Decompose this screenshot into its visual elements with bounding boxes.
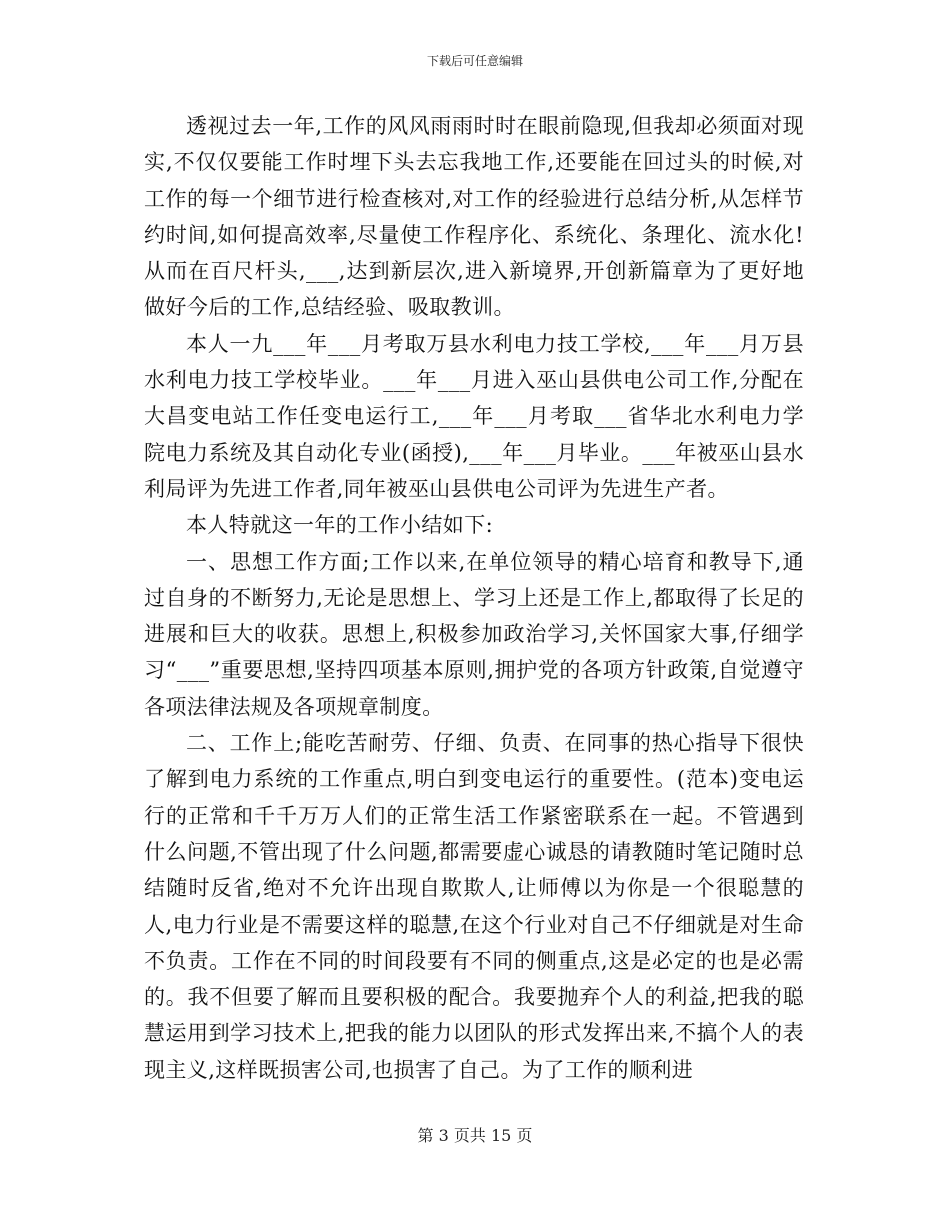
paragraph-summary-intro: 本人特就这一年的工作小结如下: [186, 513, 494, 538]
paragraph-personal-history: 本人一九___年___月考取万县水利电力技工学校,___年___月万县水利电力技工学校毕业。___年___月进入巫山县供电公司工作,分配在大昌变电站工作任变电运行工,___年___月考取___省华北水利电力学院电力系统及其自动化专业(函授),___年___月毕业。___年被巫山县水利局评为先进工作者,同年被巫山县供电公司评为先进生产者。 [144, 331, 804, 501]
page-number: 第 3 页共 15 页 [417, 1126, 533, 1145]
paragraph-work: 二、工作上;能吃苦耐劳、仔细、负责、在同事的热心指导下很快了解到电力系统的工作重点,明白到变电运行的重要性。(范本)变电运行的正常和千千万万人们的正常生活工作紧密联系在一起。不管遇到什么问题,不管出现了什么问题,都需要虚心诚恳的请教随时笔记随时总结随时反省,绝对不允许出现自欺欺人,让师傅以为你是一个很聪慧的人,电力行业是不需要这样的聪慧,在这个行业对自己不仔细就是对生命不负责。工作在不同的时间段要有不同的侧重点,这是必定的也是必需的。我不但要了解而且要积极的配合。我要抛弃个人的利益,把我的聪慧运用到学习技术上,把我的能力以团队的形式发挥出来,不搞个人的表现主义,这样既损害公司,也损害了自己。为了工作的顺利进 [144, 731, 804, 1082]
paragraph-review: 透视过去一年,工作的风风雨雨时时在眼前隐现,但我却必须面对现实,不仅仅要能工作时埋下头去忘我地工作,还要能在回过头的时候,对工作的每一个细节进行检查核对,对工作的经验进行总结分析,从怎样节约时间,如何提高效率,尽量使工作程序化、系统化、条理化、流水化!从而在百尺杆头,___,达到新层次,进入新境界,开创新篇章为了更好地做好今后的工作,总结经验、吸取教训。 [144, 114, 804, 320]
page-header: 下载后可任意编辑 [426, 54, 523, 68]
document-body [144, 108, 804, 1088]
paragraph-ideology: 一、思想工作方面;工作以来,在单位领导的精心培育和教导下,通过自身的不断努力,无论是思想上、学习上还是工作上,都取得了长足的进展和巨大的收获。思想上,积极参加政治学习,关怀国家大事,仔细学习“___”重要思想,坚持四项基本原则,拥护党的各项方针政策,自觉遵守各项法律法规及各项规章制度。 [144, 549, 804, 719]
